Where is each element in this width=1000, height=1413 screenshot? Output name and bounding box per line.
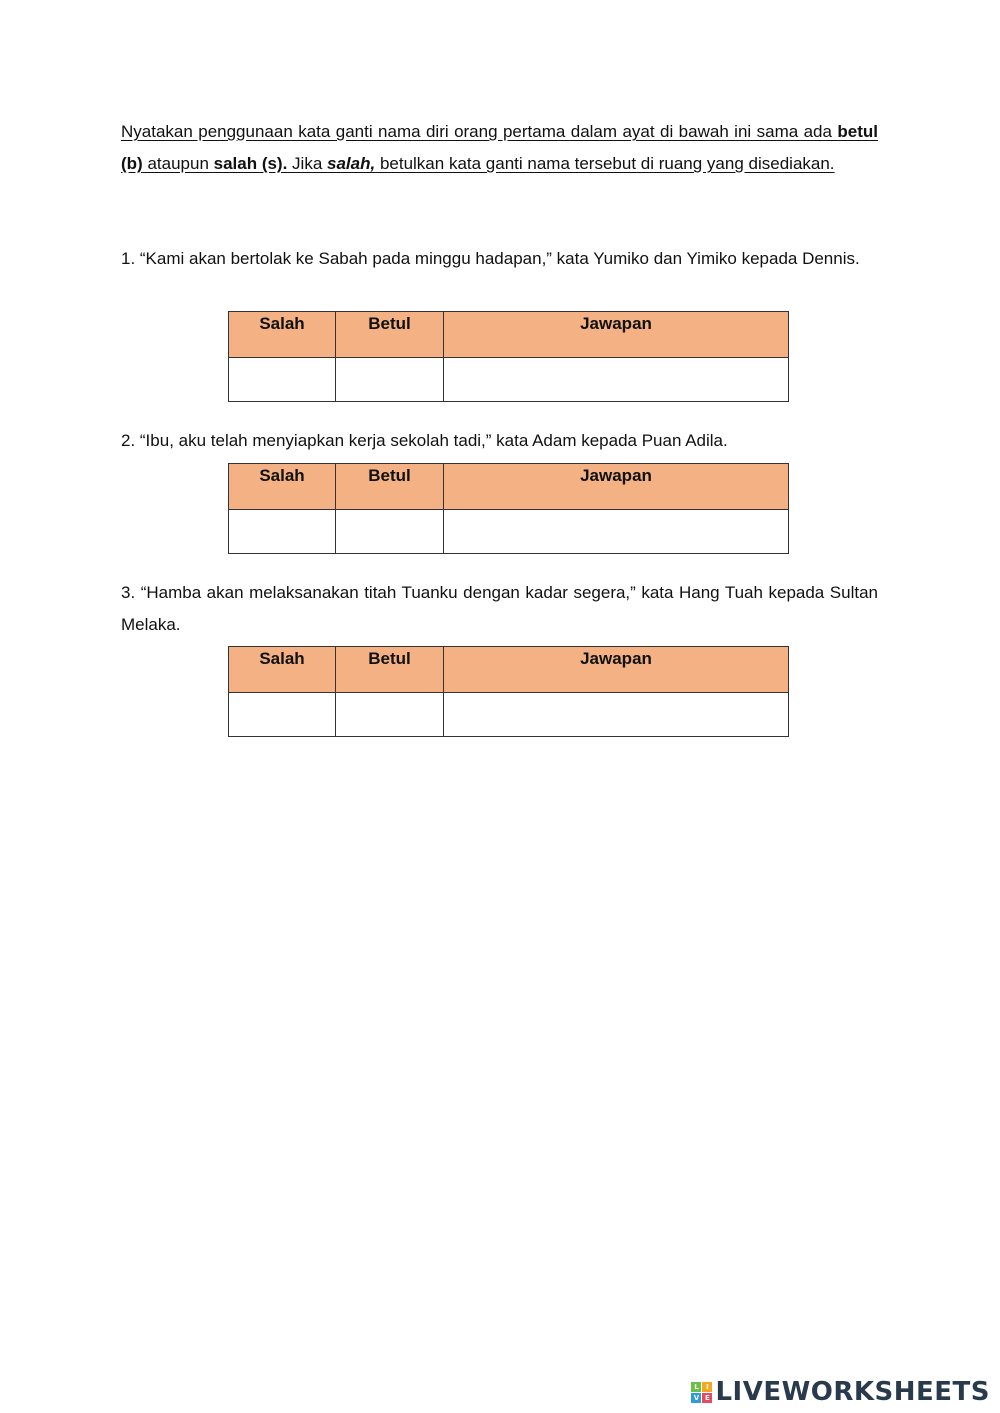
liveworksheets-logo-icon: L I V E (691, 1382, 712, 1403)
header-jawapan: Jawapan (444, 312, 789, 358)
table-header-row (229, 312, 789, 358)
answer-jawapan-cell[interactable] (444, 358, 789, 402)
liveworksheets-brand (691, 1377, 990, 1407)
header-betul: Betul (336, 464, 444, 510)
instructions-salah-italic: salah, (327, 154, 376, 173)
answer-jawapan-cell[interactable] (444, 510, 789, 554)
answer-salah-cell[interactable] (229, 693, 336, 737)
header-betul: Betul (336, 312, 444, 358)
answer-betul-cell[interactable] (336, 358, 444, 402)
header-salah: Salah (229, 647, 336, 693)
question-3: 3. “Hamba akan melaksanakan titah Tuanku dengan kadar segera,” kata Hang Tuah kepada Sultan Melaka. (121, 583, 878, 634)
answer-jawapan-cell[interactable] (444, 693, 789, 737)
header-jawapan: Jawapan (444, 647, 789, 693)
instructions-text-2: ataupun (142, 154, 214, 173)
answer-betul-cell[interactable] (336, 693, 444, 737)
answer-table-3 (228, 646, 789, 737)
question-2: 2. “Ibu, aku telah menyiapkan kerja sekolah tadi,” kata Adam kepada Puan Adila. (121, 431, 728, 450)
header-jawapan: Jawapan (444, 464, 789, 510)
answer-table-2 (228, 463, 789, 554)
table-answer-row (229, 358, 789, 402)
instructions (121, 116, 878, 180)
table-header-row (229, 647, 789, 693)
brand-name: LIVEWORKSHEETS (715, 1377, 990, 1407)
answer-betul-cell[interactable] (336, 510, 444, 554)
instructions-text-4: betulkan kata ganti nama tersebut di ruang yang disediakan. (375, 154, 835, 173)
instructions-salah: salah (s). (213, 154, 288, 173)
table-answer-row (229, 510, 789, 554)
header-salah: Salah (229, 312, 336, 358)
answer-table-1 (228, 311, 789, 402)
header-salah: Salah (229, 464, 336, 510)
answer-salah-cell[interactable] (229, 510, 336, 554)
table-answer-row (229, 693, 789, 737)
instructions-text-3: Jika (287, 154, 328, 173)
header-betul: Betul (336, 647, 444, 693)
instructions-betul: betul (b) (121, 122, 878, 173)
question-1: 1. “Kami akan bertolak ke Sabah pada minggu hadapan,” kata Yumiko dan Yimiko kepada Dennis. (121, 249, 860, 268)
table-header-row (229, 464, 789, 510)
instructions-text-1: Nyatakan penggunaan kata ganti nama diri orang pertama dalam ayat di bawah ini sama ada (121, 122, 838, 141)
answer-salah-cell[interactable] (229, 358, 336, 402)
